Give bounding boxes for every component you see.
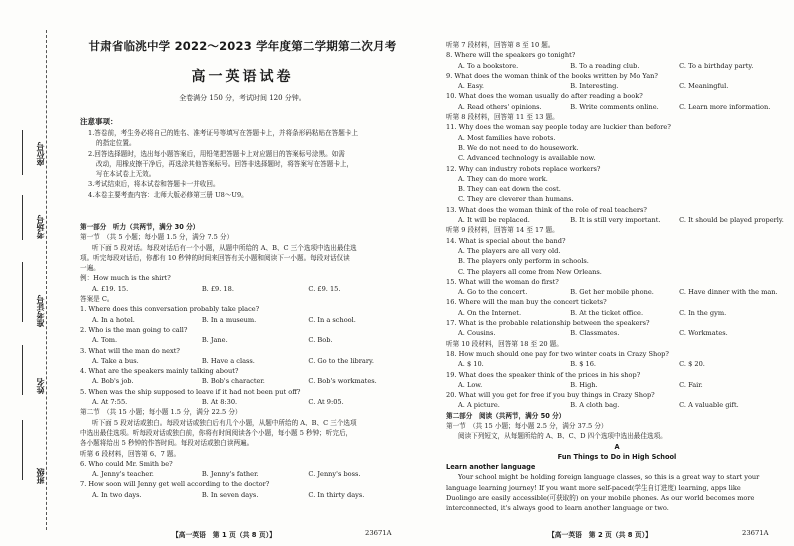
page-footer-left: 【高一英语 第 1 页（共 8 页）】 xyxy=(172,531,276,539)
text-line: A. The players are all very old. xyxy=(458,246,561,255)
notice-list xyxy=(88,128,413,200)
answer-options xyxy=(80,315,415,325)
notice-line: 的指定位置。 xyxy=(96,139,136,148)
option-c: C. Meaningful. xyxy=(679,82,729,91)
option-b: B. Get her mobile phone. xyxy=(570,288,654,297)
option-c: C. Bob's workmates. xyxy=(308,377,377,386)
text-line: 13. What does the woman think of the role of real teachers? xyxy=(446,205,647,214)
option-b: B. At 8:30. xyxy=(201,398,238,407)
notice-line: 3.考试结束后，将本试卷和答题卡一并收回。 xyxy=(88,180,220,189)
option-b: B. In a museum. xyxy=(201,315,257,324)
text-line: 7. How soon will Jenny get well according to the doctor? xyxy=(80,480,270,489)
answer-options xyxy=(446,359,788,369)
paper-code-right: 23671A xyxy=(742,529,769,537)
text-line: 14. What is special about the band? xyxy=(446,236,566,245)
option-a: A. Tom. xyxy=(92,336,118,345)
text-line: 4. What are the speakers mainly talking about? xyxy=(80,367,239,376)
text-line: 第一节 （共 15 小题；每小题 2.5 分，满分 37.5 分） xyxy=(446,421,608,430)
text-line: 听第 8 段材料，回答第 11 至 13 题。 xyxy=(446,113,559,122)
answer-options xyxy=(446,400,788,410)
binding-strip xyxy=(0,0,62,546)
notice-line: 2.回答选择题时，选出每小题答案后，用铅笔把答题卡上对应题目的答案标号涂黑。如需 xyxy=(88,149,345,158)
option-c: C. Workmates. xyxy=(679,329,728,338)
option-b: B. $ 16. xyxy=(570,360,597,369)
seat-number-label: 座位号 xyxy=(35,142,45,166)
text-line: 11. Why does the woman say people today are luckier than before? xyxy=(446,123,671,132)
text-line: 各小题将给出 5 秒钟的作答时间。每段对话或独白读两遍。 xyxy=(80,439,254,448)
text-line: 中选出最佳选项。听每段对话或独白前，你将有时间阅读各个小题，每小题 5 秒钟；听完后， xyxy=(80,428,353,437)
notice-line: 写在本试卷上无效。 xyxy=(96,170,156,179)
notice-line: 4.本卷主要考查内容：北师大版必修第三册 U8～U9。 xyxy=(88,190,248,199)
option-b: B. Interesting. xyxy=(570,82,619,91)
option-b: B. Bob's character. xyxy=(201,377,265,386)
text-line: 一遍。 xyxy=(80,264,100,273)
option-c: C. Go to the library. xyxy=(308,356,374,365)
option-b: B. To a reading club. xyxy=(570,61,640,70)
page-footer-right: 【高一英语 第 2 页（共 8 页）】 xyxy=(548,531,652,539)
option-b: B. High. xyxy=(570,380,598,389)
text-line: 16. Where will the man buy the concert tickets? xyxy=(446,298,607,307)
answer-options xyxy=(80,376,415,386)
option-c: C. In thirty days. xyxy=(308,490,365,499)
option-c: C. At 9:05. xyxy=(308,398,344,407)
text-line: 9. What does the woman think of the books written by Mo Yan? xyxy=(446,71,658,80)
option-b: B. At the ticket office. xyxy=(570,308,644,317)
option-b: B. It is still very important. xyxy=(570,216,661,225)
text-line: interconnected, it's always good to learn another language or two. xyxy=(446,504,669,513)
text-line: 听第 6 段材料，回答第 6、7 题。 xyxy=(80,449,181,458)
option-a: A. Bob's job. xyxy=(92,377,134,386)
class-blank[interactable] xyxy=(22,420,23,480)
notice-heading: 注意事项： xyxy=(80,117,118,126)
text-line: A. Most families have robots. xyxy=(458,133,556,142)
answer-options xyxy=(446,328,788,338)
text-line: 19. What does the speaker think of the prices in his shop? xyxy=(446,370,641,379)
answer-options xyxy=(446,380,788,390)
text-line: 12. Why can industry robots replace workers? xyxy=(446,164,601,173)
text-line: B. We do not need to do housework. xyxy=(458,143,579,152)
option-b: B. Write comments online. xyxy=(570,102,659,111)
text-line: 听下面 5 段对话。每段对话后有一个小题，从题中所给的 A、B、C 三个选项中选出最佳选 xyxy=(92,243,357,252)
name-blank[interactable] xyxy=(22,345,23,395)
option-a: A. Low. xyxy=(458,380,483,389)
option-b: B. Have a class. xyxy=(201,356,255,365)
option-c: C. It should be played properly. xyxy=(679,216,784,225)
admission-number-blank[interactable] xyxy=(22,262,23,322)
answer-options xyxy=(80,490,415,500)
option-b: B. Classmates. xyxy=(570,329,620,338)
class-label: 班级 xyxy=(35,468,45,484)
text-line: 8. Where will the speakers go tonight? xyxy=(446,51,576,60)
answer-options xyxy=(446,102,788,112)
text-line: Your school might be holding foreign language classes, so this is a great way to start your xyxy=(458,473,760,482)
subject-title: 高一英语试卷 xyxy=(191,69,294,85)
text-line: 18. How much should one pay for two winter coats in Crazy Shop? xyxy=(446,349,669,358)
answer-options xyxy=(80,397,415,407)
text-line: 10. What does the woman usually do after reading a book? xyxy=(446,92,643,101)
left-column-body xyxy=(80,222,415,500)
option-c: C. To a birthday party. xyxy=(679,61,754,70)
option-b: B. In seven days. xyxy=(201,490,259,499)
answer-options xyxy=(446,61,788,71)
seat-number-blank[interactable] xyxy=(22,130,23,175)
text-line: 15. What will the woman do first? xyxy=(446,277,559,286)
score-line: 全卷满分 150 分，考试时间 120 分钟。 xyxy=(179,94,306,102)
text-line: 6. Who could Mr. Smith be? xyxy=(80,459,173,468)
option-c: C. Jenny's boss. xyxy=(308,470,361,479)
cut-line xyxy=(46,30,47,530)
notice-line: 改动，用橡皮擦干净后，再选涂其他答案标号。回答非选择题时，将答案写在答题卡上， xyxy=(96,159,354,168)
text-line: C. Advanced technology is available now. xyxy=(458,154,596,163)
option-c: C. In the gym. xyxy=(679,308,727,317)
text-line: 听第 7 段材料，回答第 8 至 10 题。 xyxy=(446,41,555,49)
text-line: 2. Who is the man going to call? xyxy=(80,325,188,334)
text-line: 项。听完每段对话后，你都有 10 秒钟的时间来回答有关小题和阅读下一小题。每段对话仅读 xyxy=(80,253,350,262)
answer-options xyxy=(446,215,788,225)
option-a: A. Take a bus. xyxy=(92,356,139,365)
section-heading: Learn another language xyxy=(446,463,536,472)
right-column-body xyxy=(446,40,788,514)
text-line: 听下面 5 段对话或独白。每段对话或独白后有几个小题，从题中所给的 A、B、C 三个选项 xyxy=(92,418,357,427)
text-line: 5. When was the ship supposed to leave if it had not been put off? xyxy=(80,387,301,396)
option-c: C. Have dinner with the man. xyxy=(679,288,778,297)
text-line: B. They can eat down the cost. xyxy=(458,185,561,194)
option-b: B. Jenny's father. xyxy=(201,470,259,479)
text-line: 20. What will you get for free if you buy things in Crazy Shop? xyxy=(446,391,655,400)
option-a: A. It will be replaced. xyxy=(458,216,530,225)
answer-options xyxy=(80,335,415,345)
exam-room-blank[interactable] xyxy=(22,195,23,240)
option-c: C. Fair. xyxy=(679,380,703,389)
option-a: A. On the Internet. xyxy=(458,308,522,317)
text-line: 听第 9 段材料，回答第 14 至 17 题。 xyxy=(446,226,559,235)
answer-options xyxy=(80,284,415,294)
exam-room-label: 考场号 xyxy=(35,215,45,239)
option-a: A. A picture. xyxy=(458,401,500,410)
answer-options xyxy=(446,81,788,91)
text-line: C. The players all come from New Orleans. xyxy=(458,267,602,276)
option-c: C. $ 20. xyxy=(679,360,705,369)
option-b: B. Jane. xyxy=(201,336,228,345)
section-heading: 第一部分 听力（共两节，满分 30 分） xyxy=(80,223,200,231)
paper-code-left: 23671A xyxy=(365,529,392,537)
text-line: 1. Where does this conversation probably take place? xyxy=(80,305,260,314)
answer-options xyxy=(446,287,788,297)
option-a: A. Go to the concert. xyxy=(458,288,528,297)
exam-title: 甘肃省临洮中学 2022～2023 学年度第二学期第二次月考 xyxy=(88,39,397,53)
option-c: C. A valuable gift. xyxy=(679,401,739,410)
option-a: A. $ 10. xyxy=(458,360,484,369)
text-line: 听第 10 段材料，回答第 18 至 20 题。 xyxy=(446,339,563,348)
text-line: 第二节 （共 15 小题；每小题 1.5 分，满分 22.5 分） xyxy=(80,408,242,417)
option-a: A. In a hotel. xyxy=(92,315,135,324)
option-c: C. Learn more information. xyxy=(679,102,771,111)
admission-number-label: 准考证号 xyxy=(35,295,45,327)
text-line: 阅读下列短文，从每题所给的 A、B、C、D 四个选项中选出最佳选项。 xyxy=(458,432,667,441)
text-line: 例：How much is the shirt? xyxy=(80,274,171,283)
answer-options xyxy=(446,308,788,318)
notice-line: 1.答卷前，考生务必将自己的姓名、准考证号等填写在答题卡上，并将条形码粘贴在答题卡上 xyxy=(88,129,359,137)
option-c: C. In a school. xyxy=(308,315,356,324)
text-line: 第一节 （共 5 小题；每小题 1.5 分，满分 7.5 分） xyxy=(80,233,234,242)
option-a: A. Jenny's teacher. xyxy=(92,470,154,479)
option-a: A. At 7:55. xyxy=(92,398,128,407)
option-a: A. In two days. xyxy=(92,490,142,499)
text-line: language learning journey! If you want more self-paced(学生自订进度) learning, apps like xyxy=(446,483,741,492)
text-line: A. They can do more work. xyxy=(458,174,548,183)
section-heading: 第二部分 阅读（共两节，满分 50 分） xyxy=(446,411,566,420)
option-a: A. Easy. xyxy=(458,82,485,91)
option-b: B. £9. 18. xyxy=(201,284,234,293)
answer-options xyxy=(80,356,415,366)
section-heading: Fun Things to Do in High School xyxy=(557,452,677,461)
text-line: 3. What will the man do next? xyxy=(80,346,180,355)
section-heading: A xyxy=(614,442,620,451)
text-line: 答案是 C。 xyxy=(80,295,114,304)
text-line: B. The players only perform in schools. xyxy=(458,257,589,266)
option-a: A. £19. 15. xyxy=(92,284,129,293)
name-label: 姓名 xyxy=(35,378,45,394)
text-line: Duolingo are easily accessible(可获取的) on your mobile phones. As our world becomes more xyxy=(446,494,755,503)
text-line: C. They are cleverer than humans. xyxy=(458,195,574,204)
option-a: A. To a bookstore. xyxy=(458,61,519,70)
option-c: C. Bob. xyxy=(308,336,333,345)
answer-options xyxy=(80,469,415,479)
option-a: A. Cousins. xyxy=(458,329,496,338)
option-c: C. £9. 15. xyxy=(308,284,341,293)
option-a: A. Read others' opinions. xyxy=(458,102,542,111)
option-b: B. A cloth bag. xyxy=(570,401,620,410)
text-line: 17. What is the probable relationship between the speakers? xyxy=(446,319,650,328)
